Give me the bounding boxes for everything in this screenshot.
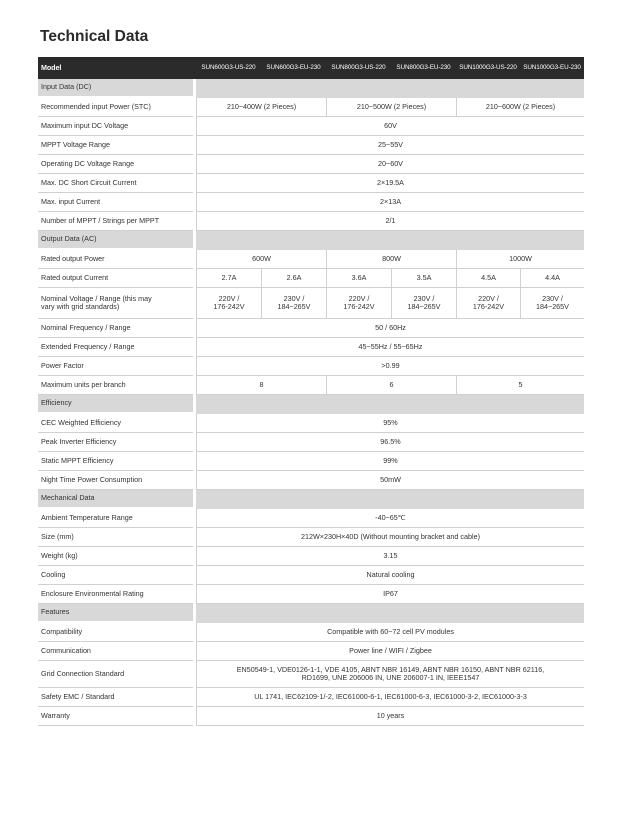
table-row bbox=[38, 547, 584, 566]
table-row bbox=[38, 338, 584, 357]
cell-value: 220V / 176-242V bbox=[326, 288, 391, 319]
table-row bbox=[38, 212, 584, 231]
row-label: Safety EMC / Standard bbox=[38, 688, 193, 707]
row-label: Maximum units per branch bbox=[38, 376, 193, 395]
table-row bbox=[38, 452, 584, 471]
table-row bbox=[38, 117, 584, 136]
section-header-output bbox=[38, 231, 584, 250]
cell-value: 220V / 176-242V bbox=[456, 288, 520, 319]
section-title: Efficiency bbox=[38, 395, 193, 414]
cell-value: 5 bbox=[456, 376, 584, 395]
table-row bbox=[38, 623, 584, 642]
row-label: Max. DC Short Circuit Current bbox=[38, 174, 193, 193]
table-row bbox=[38, 174, 584, 193]
row-label: Grid Connection Standard bbox=[38, 661, 193, 688]
cell-value: 600W bbox=[196, 250, 326, 269]
section-title: Features bbox=[38, 604, 193, 623]
section-header-input bbox=[38, 79, 584, 98]
cell-value: -40~65℃ bbox=[196, 509, 584, 528]
row-label: Max. input Current bbox=[38, 193, 193, 212]
cell-value: 230V / 184~265V bbox=[391, 288, 456, 319]
row-label: Weight (kg) bbox=[38, 547, 193, 566]
cell-value: 800W bbox=[326, 250, 456, 269]
cell-value: 1000W bbox=[456, 250, 584, 269]
section-title: Mechanical Data bbox=[38, 490, 193, 509]
table-row bbox=[38, 471, 584, 490]
row-label: Nominal Frequency / Range bbox=[38, 319, 193, 338]
row-label: Cooling bbox=[38, 566, 193, 585]
table-row bbox=[38, 566, 584, 585]
table-row bbox=[38, 376, 584, 395]
cell-value: 8 bbox=[196, 376, 326, 395]
table-row bbox=[38, 642, 584, 661]
page-title: Technical Data bbox=[40, 28, 149, 45]
table-row bbox=[38, 509, 584, 528]
cell-value: 210~400W (2 Pieces) bbox=[196, 98, 326, 117]
row-label: Rated output Current bbox=[38, 269, 193, 288]
row-label: Night Time Power Consumption bbox=[38, 471, 193, 490]
cell-value: 6 bbox=[326, 376, 456, 395]
row-label: Warranty bbox=[38, 707, 193, 726]
model-header-row bbox=[38, 57, 584, 79]
model-label: Model bbox=[38, 57, 193, 79]
cell-value: 20~60V bbox=[196, 155, 584, 174]
row-label-line: Nominal Voltage / Range (this may bbox=[41, 293, 152, 303]
row-label: Rated output Power bbox=[38, 250, 193, 269]
row-label: Peak Inverter Efficiency bbox=[38, 433, 193, 452]
section-header-features bbox=[38, 604, 584, 623]
row-label: MPPT Voltage Range bbox=[38, 136, 193, 155]
table-row bbox=[38, 319, 584, 338]
cell-value bbox=[196, 661, 584, 688]
cell-value: 3.15 bbox=[196, 547, 584, 566]
row-label: CEC Weighted Efficiency bbox=[38, 414, 193, 433]
row-label: Size (mm) bbox=[38, 528, 193, 547]
cell-value: IP67 bbox=[196, 585, 584, 604]
cell-value: 230V / 184~265V bbox=[261, 288, 326, 319]
cell-value: >0.99 bbox=[196, 357, 584, 376]
table-row bbox=[38, 250, 584, 269]
model-name: SUN800G3-US-220 bbox=[326, 57, 391, 79]
model-name: SUN1000G3-US-220 bbox=[456, 57, 520, 79]
row-label bbox=[38, 288, 193, 319]
cell-value: 210~500W (2 Pieces) bbox=[326, 98, 456, 117]
cell-value: Power line / WIFI / Zigbee bbox=[196, 642, 584, 661]
row-label: Communication bbox=[38, 642, 193, 661]
cell-value: 2×19.5A bbox=[196, 174, 584, 193]
table-row bbox=[38, 193, 584, 212]
cell-value: 220V / 176-242V bbox=[196, 288, 261, 319]
cell-value: 4.5A bbox=[456, 269, 520, 288]
cell-value: Natural cooling bbox=[196, 566, 584, 585]
table-row bbox=[38, 155, 584, 174]
cell-value: 230V / 184~265V bbox=[520, 288, 584, 319]
table-row bbox=[38, 707, 584, 726]
cell-value: 25~55V bbox=[196, 136, 584, 155]
cell-value: 2.6A bbox=[261, 269, 326, 288]
table-row bbox=[38, 98, 584, 117]
table-row bbox=[38, 585, 584, 604]
section-title: Output Data (AC) bbox=[38, 231, 193, 250]
row-label-line: vary with grid standards) bbox=[41, 302, 120, 311]
section-title: Input Data (DC) bbox=[38, 79, 193, 98]
table-row bbox=[38, 136, 584, 155]
model-name: SUN1000G3-EU-230 bbox=[520, 57, 584, 79]
row-label: Recommended input Power (STC) bbox=[38, 98, 193, 117]
technical-data-table bbox=[38, 57, 584, 726]
cell-value: 2/1 bbox=[196, 212, 584, 231]
table-row bbox=[38, 433, 584, 452]
cell-value: 3.6A bbox=[326, 269, 391, 288]
table-row bbox=[38, 528, 584, 547]
row-label: Ambient Temperature Range bbox=[38, 509, 193, 528]
model-name: SUN600G3-US-220 bbox=[196, 57, 261, 79]
model-name: SUN800G3-EU-230 bbox=[391, 57, 456, 79]
row-label: Static MPPT Efficiency bbox=[38, 452, 193, 471]
row-label: Enclosure Environmental Rating bbox=[38, 585, 193, 604]
table-row bbox=[38, 288, 584, 319]
row-label: Extended Frequency / Range bbox=[38, 338, 193, 357]
section-header-mechanical bbox=[38, 490, 584, 509]
cell-value: 99% bbox=[196, 452, 584, 471]
table-row bbox=[38, 414, 584, 433]
cell-value: Compatible with 60~72 cell PV modules bbox=[196, 623, 584, 642]
cell-value: 210~600W (2 Pieces) bbox=[456, 98, 584, 117]
row-label: Number of MPPT / Strings per MPPT bbox=[38, 212, 193, 231]
cell-value: 3.5A bbox=[391, 269, 456, 288]
cell-value: 10 years bbox=[196, 707, 584, 726]
row-label: Operating DC Voltage Range bbox=[38, 155, 193, 174]
cell-value: 60V bbox=[196, 117, 584, 136]
row-label: Power Factor bbox=[38, 357, 193, 376]
table-row bbox=[38, 357, 584, 376]
cell-value: 45~55Hz / 55~65Hz bbox=[196, 338, 584, 357]
table-row bbox=[38, 688, 584, 707]
cell-value: 50mW bbox=[196, 471, 584, 490]
row-label: Maximum input DC Voltage bbox=[38, 117, 193, 136]
cell-value: 2.7A bbox=[196, 269, 261, 288]
table-row bbox=[38, 661, 584, 688]
model-name: SUN600G3-EU-230 bbox=[261, 57, 326, 79]
cell-value: 4.4A bbox=[520, 269, 584, 288]
cell-value: 2×13A bbox=[196, 193, 584, 212]
row-label: Compatibility bbox=[38, 623, 193, 642]
cell-line: RD1699, UNE 206006 IN, UNE 206007-1 IN, IEEE1547 bbox=[301, 673, 480, 682]
cell-value: 96.5% bbox=[196, 433, 584, 452]
cell-value: 50 / 60Hz bbox=[196, 319, 584, 338]
table-row bbox=[38, 269, 584, 288]
cell-value: 212W×230H×40D (Without mounting bracket and cable) bbox=[196, 528, 584, 547]
cell-line: EN50549-1, VDE0126-1-1, VDE 4105, ABNT NBR 16149, ABNT NBR 16150, ABNT NBR 62116, bbox=[236, 664, 545, 674]
cell-value: UL 1741, IEC62109-1/-2, IEC61000-6-1, IEC61000-6-3, IEC61000-3-2, IEC61000-3-3 bbox=[196, 688, 584, 707]
cell-value: 95% bbox=[196, 414, 584, 433]
section-header-efficiency bbox=[38, 395, 584, 414]
